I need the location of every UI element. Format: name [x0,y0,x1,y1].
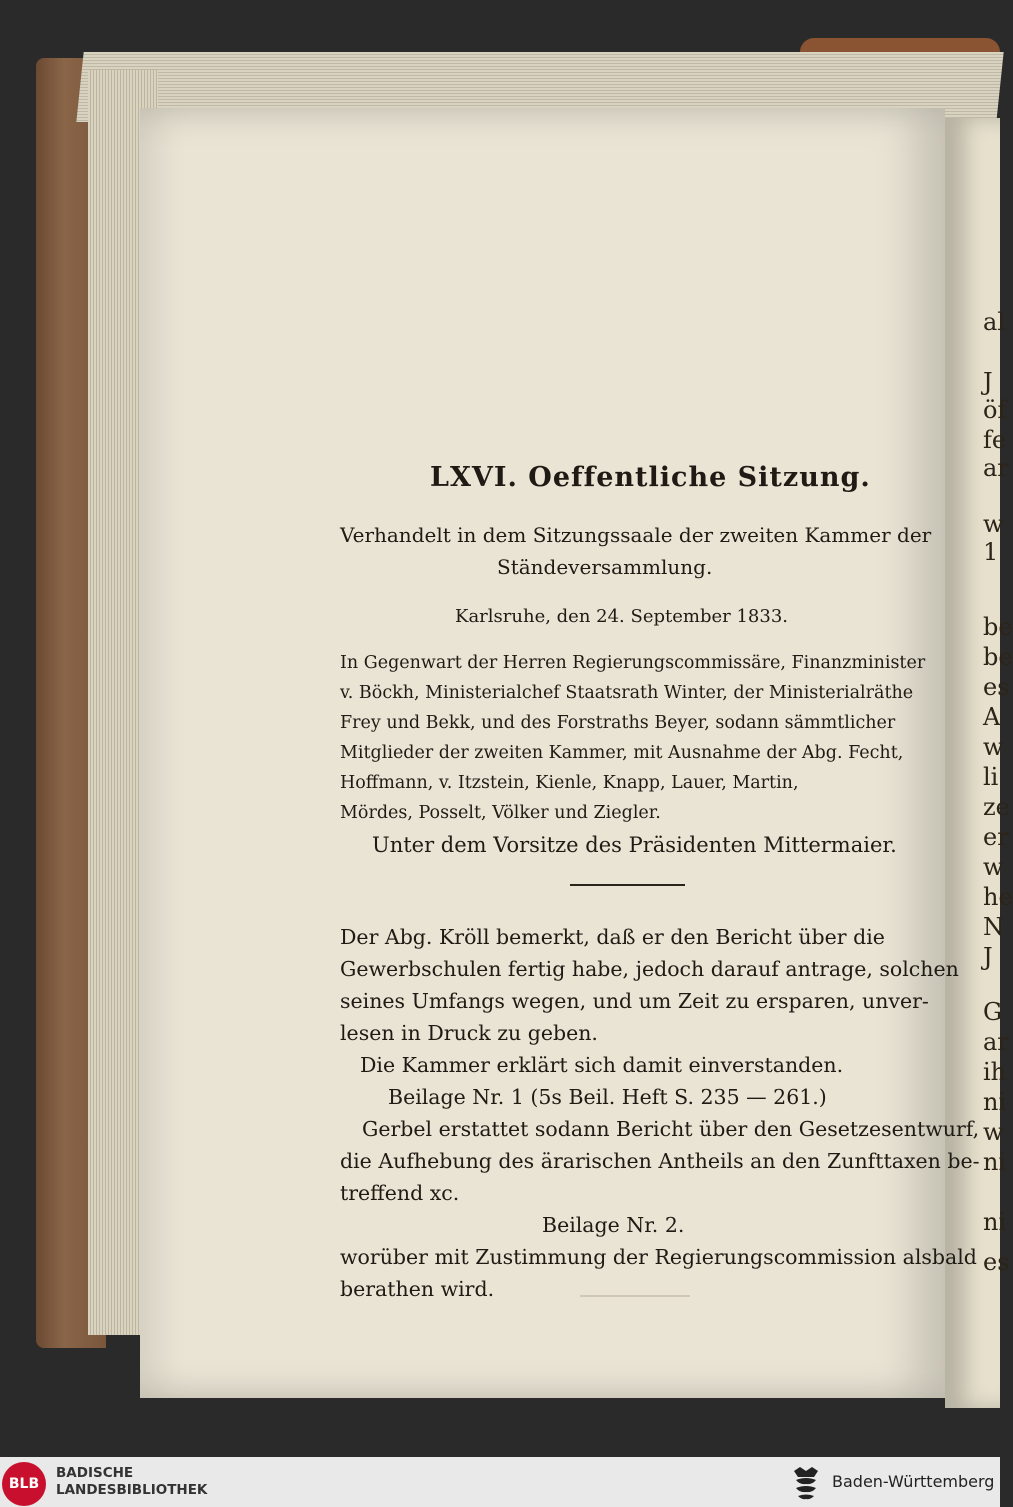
right-page-fragment: w [983,1118,1004,1146]
presence-line: Mitglieder der zweiten Kammer, mit Ausnahme der Abg. Fecht, [340,743,904,763]
library-name-line2: LANDESBIBLIOTHEK [56,1482,208,1498]
presence-line: In Gegenwart der Herren Regierungscommissäre, Finanzminister [340,653,926,673]
right-page-fragment: w [983,510,1004,538]
right-page-fragment: ar [983,454,1009,482]
right-page-fragment: es [983,673,1010,701]
session-subtitle-line1: Verhandelt in dem Sitzungssaale der zweiten Kammer der [340,523,932,547]
right-page [945,118,1013,1408]
right-page-fragment: li [983,763,999,791]
library-name-line1: BADISCHE [56,1465,134,1481]
gerbel-line: die Aufhebung des ärarischen Antheils an den Zunfttaxen be- [340,1149,980,1173]
session-title: LXVI. Oeffentliche Sitzung. [430,462,871,493]
right-page-fragment: w [983,733,1004,761]
final-line: berathen wird. [340,1277,495,1301]
gerbel-line: Gerbel erstattet sodann Bericht über den Gesetzesentwurf, [362,1117,980,1141]
right-page-fragment: be [983,613,1013,641]
final-line: worüber mit Zustimmung der Regierungscommission alsbald [340,1245,977,1269]
footer-bar [0,1457,1000,1507]
right-page-fragment: al [983,308,1005,336]
library-name[interactable] [56,1465,207,1499]
section-divider [570,884,685,886]
right-page-fragment: be [983,643,1013,671]
body-line: seines Umfangs wegen, und um Zeit zu ersparen, unver- [340,989,929,1013]
right-page-fragment: öf [983,396,1007,424]
right-page-fragment: fe [983,426,1007,454]
right-page-fragment: J [983,943,993,971]
right-page-fragment: ar [983,1028,1009,1056]
right-page-fragment: 1 [983,538,999,566]
session-subtitle-line2: Ständeversammlung. [497,555,713,579]
presence-line: Mördes, Posselt, Völker und Ziegler. [340,803,661,823]
right-page-fragment: J [983,368,993,396]
state-name[interactable]: Baden-Württemberg [832,1472,995,1491]
gerbel-line: treffend xc. [340,1181,460,1205]
beilage-1: Beilage Nr. 1 (5s Beil. Heft S. 235 — 261.) [388,1085,827,1109]
page-footer-rule [580,1295,690,1297]
right-page-fragment: ni [983,1208,1007,1236]
right-page-fragment: ih [983,1058,1007,1086]
body-line: Gewerbschulen fertig habe, jedoch darauf antrage, solchen [340,957,959,981]
chair-line: Unter dem Vorsitze des Präsidenten Mittermaier. [372,833,897,857]
beilage-2: Beilage Nr. 2. [542,1213,685,1237]
presence-line: Hoffmann, v. Itzstein, Kienle, Knapp, Lauer, Martin, [340,773,799,793]
right-page-fragment: w [983,853,1004,881]
right-page-fragment: ze [983,793,1010,821]
body-line: lesen in Druck zu geben. [340,1021,598,1045]
dateline: Karlsruhe, den 24. September 1833. [455,606,788,627]
presence-line: Frey und Bekk, und des Forstraths Beyer, sodann sämmtlicher [340,713,896,733]
right-page-fragment: N [983,913,1004,941]
right-page-fragment: er [983,823,1009,851]
presence-line: v. Böckh, Ministerialchef Staatsrath Winter, der Ministerialräthe [340,683,914,703]
right-page-fragment: G [983,998,1003,1026]
coat-of-arms-icon [790,1465,822,1501]
right-page-fragment: A [983,703,1001,731]
body-line: Der Abg. Kröll bemerkt, daß er den Bericht über die [340,925,885,949]
right-page-fragment: he [983,883,1013,911]
right-page-fragment: es [983,1248,1010,1276]
right-page-fragment: ni [983,1148,1007,1176]
right-page-fragment: ni [983,1088,1007,1116]
blb-logo[interactable]: BLB [2,1462,46,1506]
chamber-agrees: Die Kammer erklärt sich damit einverstanden. [360,1053,844,1077]
